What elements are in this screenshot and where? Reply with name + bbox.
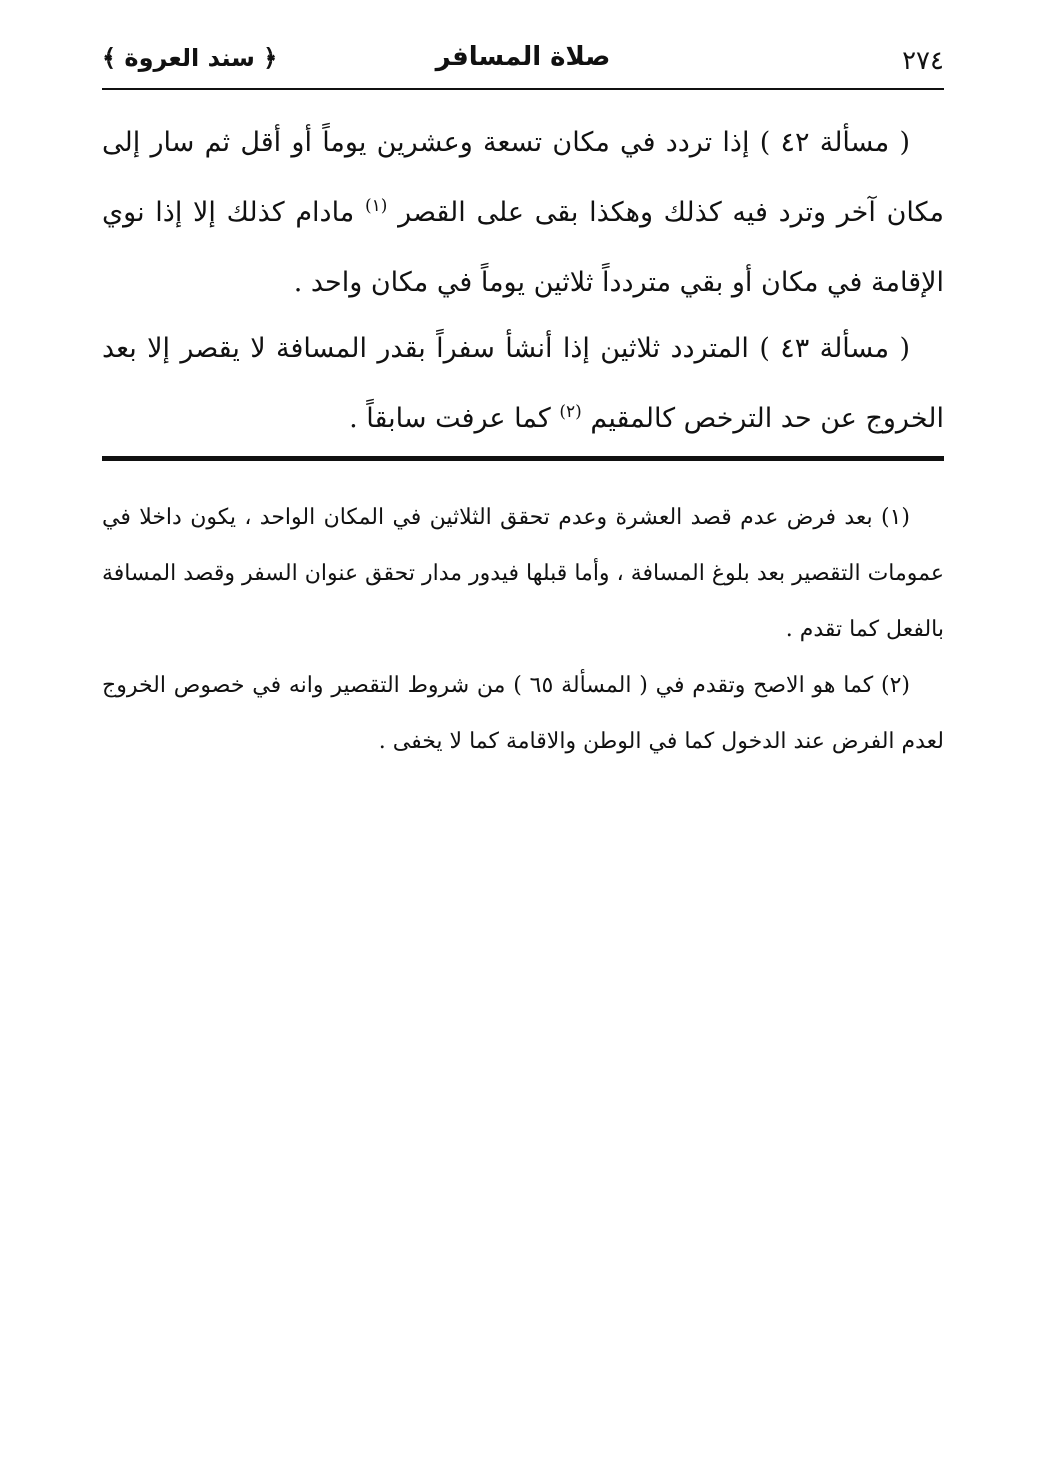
issue-number-42: ( مسألة ٤٢ ) [759,127,910,158]
paragraph-masala-42 [102,108,944,318]
footnotes [102,490,944,770]
paragraph-masala-43 [102,314,944,454]
paragraph-text: كما عرفت سابقاً . [349,403,560,434]
footnote-separator [102,456,944,461]
footnote-ref-1[interactable]: (١) [364,196,388,216]
page-number: ٢٧٤ [902,46,944,76]
chapter-title: صلاة المسافر [435,42,611,72]
footnote-2 [102,658,944,770]
book-title: ﴿ سند العروة ﴾ [102,44,278,72]
footnote-text: بعد فرض عدم قصد العشرة وعدم تحقق الثلاثين في المكان الواحد ، يكون داخلا في عمومات التقصير بعد بلوغ المسافة ، وأما قبلها فيدور مدار تحقق عنوان السفر وقصد المسافة بالفعل كما تقدم . [102,505,944,642]
footnote-number: (١) [880,505,910,530]
paragraph-text: المتردد ثلاثين إذا أنشأ سفراً بقدر المسافة لا يقصر إلا بعد الخروج عن حد الترخص كالمقيم [102,333,944,434]
paragraph-text: مادام كذلك إلا إذا نوي الإقامة في مكان أو بقي متردداً ثلاثين يوماً في مكان واحد . [102,197,944,298]
footnote-number: (٢) [880,673,910,698]
running-header [102,40,944,84]
header-rule [102,88,944,90]
paragraph-text: إذا تردد في مكان تسعة وعشرين يوماً أو أقل ثم سار إلى مكان آخر وترد فيه كذلك وهكذا بقى على القصر [102,127,945,228]
footnote-ref-2[interactable]: (٢) [559,402,582,422]
main-text [102,108,944,454]
footnote-1 [102,490,944,658]
footnote-text: كما هو الاصح وتقدم في ( المسألة ٦٥ ) من شروط التقصير وانه في خصوص الخروج لعدم الفرض عند الدخول كما في الوطن والاقامة كما لا يخفى . [102,673,944,754]
issue-number-43: ( مسألة ٤٣ ) [759,333,910,364]
